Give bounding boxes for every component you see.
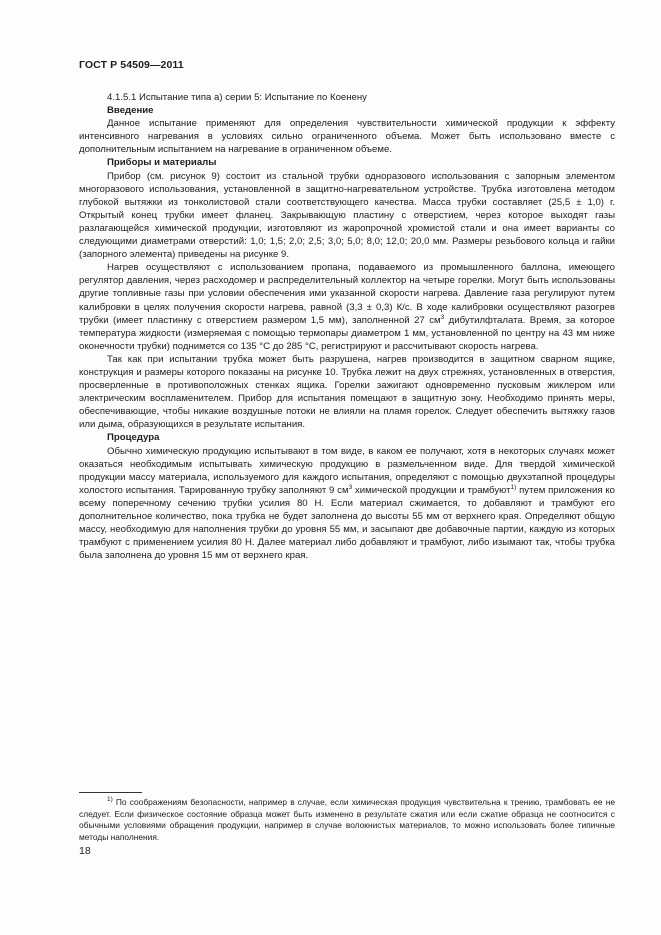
footnote-reference: 1) [510, 483, 517, 491]
standard-header: ГОСТ Р 54509—2011 [79, 59, 184, 71]
procedure-heading: Процедура [107, 432, 160, 444]
procedure-part-a: Обычно химическую продукцию испытывают в том виде, в каком ее получают, хотя в некоторых случаях может оказаться необходимым испытывать химическую продукцию в размельченном виде. Для твердой химической продукции массу материала, используемого для каждого испытания, определяют с помощью двухэтапной процедуры холостого испытания. Тарированную трубку заполняют 9 см [79, 445, 615, 496]
apparatus-p2-part-b: дибутилфталата. Время, за которое температура жидкости (измеряемая с помощью термопары диаметром 1 мм, установленной по центру на 43 мм ниже оконечности трубки) поднимется со 135 °С до 285 °С, регистрируют и рассчитывают скорость нагрева. [79, 314, 615, 352]
main-text [79, 91, 615, 562]
intro-heading: Введение [107, 105, 154, 117]
apparatus-heading: Приборы и материалы [107, 157, 217, 169]
footnote-marker: 1) [107, 796, 113, 804]
apparatus-paragraph-1: Прибор (см. рисунок 9) состоит из стальной трубки одноразового использования с запорным элементом многоразового использования, установленной в защитно-нагревательном устройстве. Трубка изготовлена методом глубокой вытяжки из тонколистовой стали соответствующего качества. Масса трубки составляет (25,5 ± 1,0) г. Открытый конец трубки имеет фланец. Закрывающую пластину с отверстием, через которое выходят газы разлагающейся химической продукции, изготовляют из жаропрочной хромистой стали и она имеет варианты со следующими диаметрами отверстий: 1,0; 1,5; 2,0; 2,5; 3,0; 5,0; 8,0; 12,0; 20,0 мм. Размеры резьбового кольца и гайки (запорного элемента) приведены на рисунке 9. [79, 170, 615, 261]
footnote-text: По соображениям безопасности, например в случае, если химическая продукция чувствительна к трению, трамбовать ее не следует. Если физическое состояние образца может быть изменено в результате сжатия или если сжатие образца не соотносится с обычными условиями обращения продукции, например в случае волокнистых материалов, то можно использовать более типичные методы наполнения. [79, 797, 615, 842]
procedure-part-c: путем приложения ко всему поперечному сечению трубки усилия 80 Н. Если материал сжимается, то добавляют и трамбуют его дополнительное количество, пока трубка не будет заполнена до высоты 55 мм от верхнего края. Определяют общую массу, необходимую для наполнения трубки до уровня 55 мм, и засыпают две добавочные партии, каждую из которых трамбуют с применением усилия 80 Н. Далее материал либо добавляют и трамбуют, либо изымают так, чтобы трубка была заполнена до уровня 15 мм от верхнего края. [79, 484, 615, 562]
intro-paragraph: Данное испытание применяют для определения чувствительности химической продукции к эффекту интенсивного нагревания в условиях сильно ограниченного объема. Может быть использовано вместе с дополнительным испытанием на нагревание в ограниченном объеме. [79, 118, 615, 156]
section-title: 4.1.5.1 Испытание типа а) серии 5: Испытание по Коенену [107, 92, 367, 103]
cubic-superscript: 3 [348, 483, 353, 491]
apparatus-p2-part-a: Нагрев осуществляют с использованием пропана, подаваемого из промышленного баллона, имеющего регулятор давления, через расходомер и распределительный коллектор на четыре горелки. Могут быть использованы другие топливные газы при условии обеспечения ими указанной скорости нагрева. Давление газа регулируют путем калибровки в целях получения скорости нагрева, равной (3,3 ± 0,3) К/с. В ходе калибровки осуществляют разогрев трубки (имеет пластинку с отверстием размером 1,5 мм), заполненной 27 см [79, 262, 615, 326]
apparatus-paragraph-2 [79, 261, 615, 353]
page-number: 18 [79, 845, 91, 857]
footnote [79, 797, 615, 843]
footnote-divider [79, 792, 142, 793]
apparatus-paragraph-3: Так как при испытании трубка может быть разрушена, нагрев производится в защитном сварном ящике, конструкция и размеры которого показаны на рисунке 10. Трубка лежит на двух стрежнях, установленных в отверстия, просверленные в противоположных стенках ящика. Горелки зажигают одновременно пусковым жиклером или электрическим воспламенителем. Прибор для испытания помещают в защитную зону. Необходимо принять меры, обеспечивающие, чтобы никакие воздушные потоки не влияли на пламя горелок. Следует обеспечить вытяжку газов или дыма, образующихся в результате испытания. [79, 353, 615, 431]
procedure-part-b: химической продукции и трамбуют [352, 484, 511, 496]
cubic-superscript: 3 [440, 313, 445, 321]
procedure-paragraph [79, 445, 615, 563]
